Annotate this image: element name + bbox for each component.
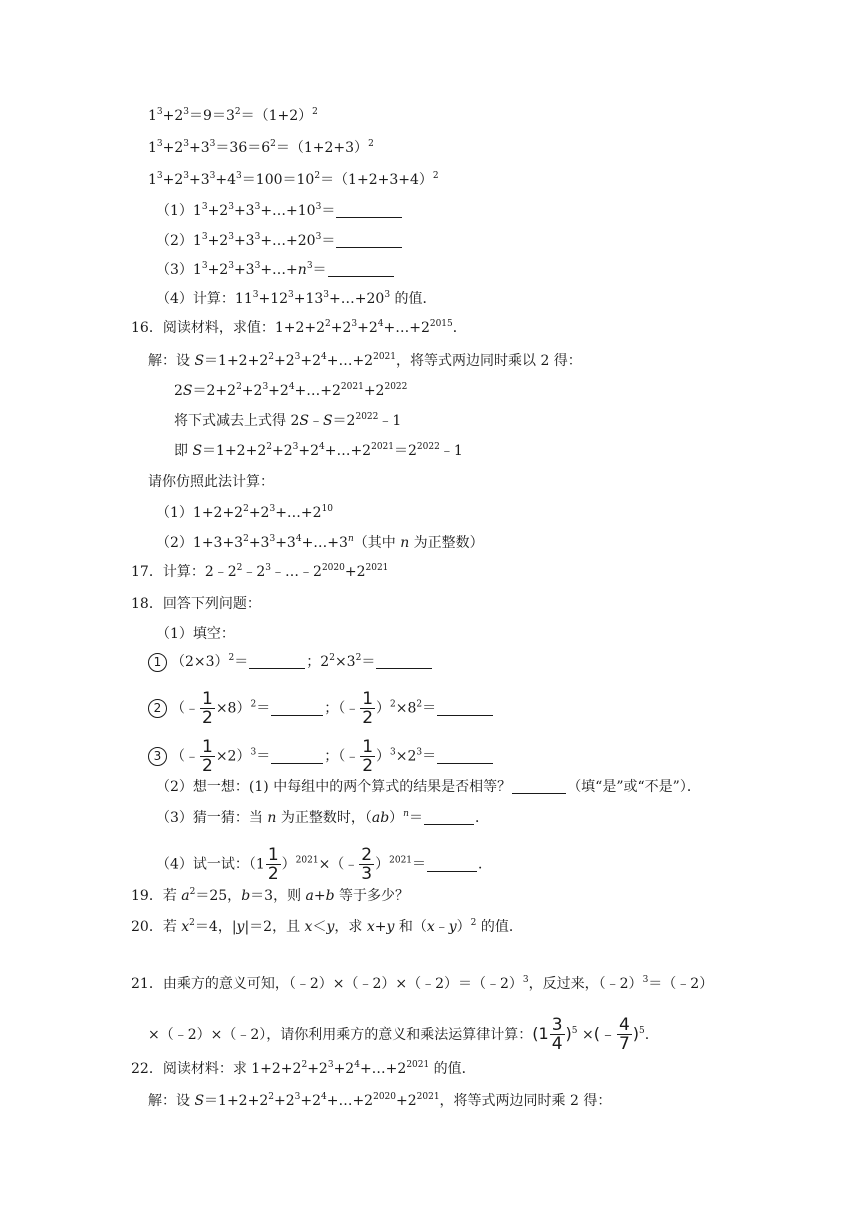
- q16-part-1: $(1)1+2+2^2+2^3+\dots+2^{10}$: [156, 504, 334, 521]
- fraction: $\frac{1}{2}$: [202, 689, 213, 728]
- q18-row-1: 1 $(2\times 3)^2=$ ；$2^2\times 3^2=$: [148, 652, 433, 672]
- circled-3: 3: [148, 747, 167, 766]
- q16-ask: 请你仿照此法计算：: [148, 474, 274, 490]
- fraction: $\frac{3}{4}$: [551, 1015, 563, 1054]
- answer-blank[interactable]: [512, 778, 566, 794]
- line-1-3-sum: $1^3+2^3=9=3^2=(1+2)^2$: [148, 107, 318, 124]
- q16-solution-2: $2S=2+2^2+2^3+2^4+\dots+2^{2021}+2^{2022}$: [174, 382, 408, 399]
- q18-row-3: 3 （﹣ $\frac{1}{2}$ ×2）$^3$＝ ；（﹣ $\frac{1}{2}$ ）$^3\times 2^3=$: [148, 738, 494, 775]
- answer-blank[interactable]: [249, 653, 305, 669]
- q17: 17．计算：$2﹣2^2﹣2^3﹣\dots﹣2^{2020}+2^{2021}$: [131, 563, 389, 580]
- q21-line-2: ×（﹣2）×（﹣2），请你利用乘方的意义和乘法运算律计算：(1 $\frac{3}{4}$ )$^5$ ×(﹣ $\frac{4}{7}$ )$^5$.: [148, 1015, 650, 1054]
- fraction: $\frac{2}{3}$: [361, 845, 373, 884]
- fraction: $\frac{1}{2}$: [267, 845, 279, 884]
- answer-blank[interactable]: [424, 809, 474, 825]
- q16-solution-4: 即 $S=1+2+2^2+2^3+2^4+\dots+2^{2021}=2^{2022}﹣1$: [174, 442, 463, 459]
- circled-2: 2: [148, 699, 167, 718]
- q16-solution-1: 解：设 $S=1+2+2^2+2^3+2^4+\dots+2^{2021}$，将等式两边同时乘以 2 得：: [148, 352, 582, 369]
- q18-title: 18．回答下列问题：: [131, 596, 261, 612]
- q19: 19．若 $a^2=25$，b＝3，则 a+b 等于多少？: [131, 887, 410, 904]
- line-2-3-sum: $1^3+2^3+3^3=36=6^2=(1+2+3)^2$: [148, 139, 374, 156]
- q18-part-3: （3）猜一猜：当 n 为正整数时，（ab）$^n$＝ ．: [156, 809, 489, 826]
- q15-part-1: $(1)1^3+2^3+3^3+\dots+10^3=$: [156, 201, 403, 221]
- line-3-3-sum: $1^3+2^3+3^3+4^3=100=10^2=(1+2+3+4)^2$: [148, 171, 439, 188]
- q21-line-1: 21．由乘方的意义可知，（﹣2）×（﹣2）×（﹣2）＝（﹣2）$^3$，反过来，（﹣2）$^3$＝（﹣2）: [131, 975, 714, 992]
- answer-blank[interactable]: [336, 202, 402, 218]
- fraction: $\frac{1}{2}$: [362, 689, 374, 728]
- q18-part-2: （2）想一想：(1) 中每组中的两个算式的结果是否相等？ （填“是”或“不是”）．: [156, 779, 701, 795]
- answer-blank[interactable]: [271, 748, 323, 764]
- q15-part-2: $(2)1^3+2^3+3^3+\dots+20^3=$: [156, 231, 403, 251]
- answer-blank[interactable]: [427, 856, 477, 872]
- answer-blank[interactable]: [336, 232, 402, 248]
- answer-blank[interactable]: [437, 748, 493, 764]
- answer-blank[interactable]: [328, 261, 394, 277]
- answer-blank[interactable]: [437, 700, 493, 716]
- q18-part-4: （4）试一试：（1 $\frac{1}{2}$ ）$^{2021}$×（﹣ $\frac{2}{3}$ ）$^{2021}$＝ ．: [156, 845, 493, 884]
- q15-part-4: （4）计算：$11^3+12^3+13^3+\dots+20^3$ 的值．: [156, 290, 437, 307]
- q18-fill-label: （1）填空：: [156, 626, 235, 642]
- circled-1: 1: [148, 653, 167, 672]
- fraction: $\frac{4}{7}$: [618, 1015, 630, 1054]
- answer-blank[interactable]: [376, 653, 432, 669]
- q15-part-3: $(3)1^3+2^3+3^3+\dots+n^3=$: [156, 260, 395, 280]
- q20: 20．若 $x^2=4$，|y|＝2，且 x＜y，求 x+y 和（x﹣y）$^2$ 的值．: [131, 918, 523, 935]
- fraction: $\frac{1}{2}$: [202, 737, 213, 776]
- fraction: $\frac{1}{2}$: [362, 737, 374, 776]
- q22-solution: 解：设 $S=1+2+2^2+2^3+2^4+\dots+2^{2020}+2^{2021}$，将等式两边同时乘 2 得：: [148, 1092, 612, 1109]
- q16-title: 16．阅读材料，求值：$1+2+2^2+2^3+2^4+\dots+2^{2015}$．: [131, 319, 467, 336]
- q16-solution-3: 将下式减去上式得 $2S﹣S=2^{2022}﹣1$: [174, 412, 402, 429]
- answer-blank[interactable]: [271, 700, 323, 716]
- q22-title: 22．阅读材料：求 $1+2+2^2+2^3+2^4+\dots+2^{2021}$ 的值．: [131, 1060, 476, 1077]
- q16-part-2: $(2)1+3+3^2+3^3+3^4+\dots+3^n$（其中 n 为正整数）: [156, 534, 484, 551]
- q18-row-2: 2 （﹣ $\frac{1}{2}$ ×8）$^2$＝ ；（﹣ $\frac{1}{2}$ ）$^2\times 8^2=$: [148, 690, 494, 727]
